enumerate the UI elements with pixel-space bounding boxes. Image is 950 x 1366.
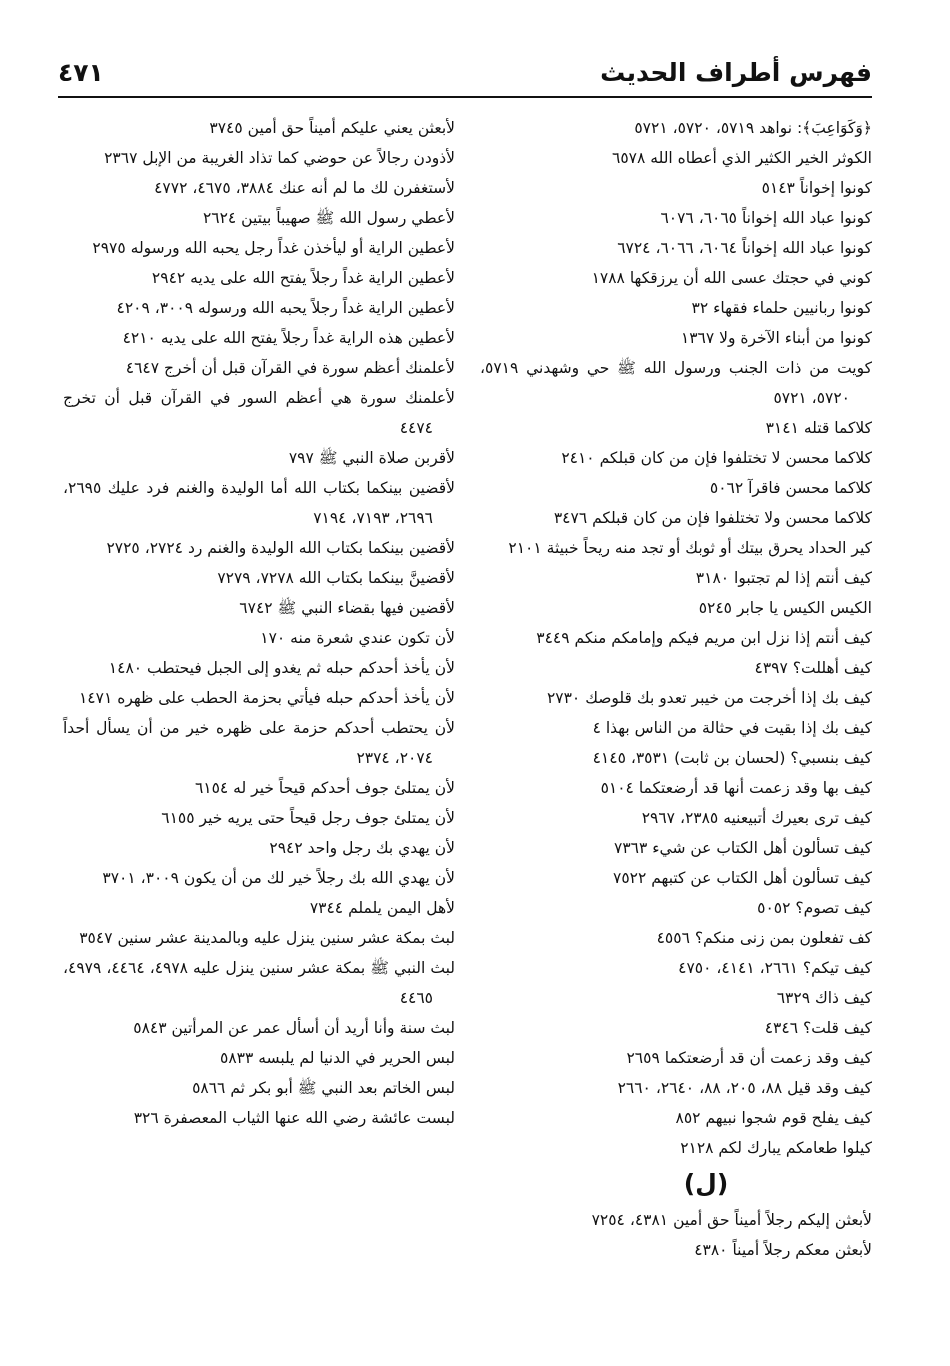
index-entry: كيف وقد زعمت أن قد أرضعتكما ٢٦٥٩ — [626, 1049, 872, 1067]
index-entry: لأن يمتلئ جوف أحدكم قيحاً خير له ٦١٥٤ — [194, 779, 455, 797]
index-entry: كيف ترى بعيرك أتبيعنيه ٢٣٨٥، ٢٩٦٧ — [641, 809, 872, 827]
index-entry: لأبعثن معكم رجلاً أميناً ٤٣٨٠ — [694, 1241, 872, 1259]
index-entry: لأبعثن يعني عليكم أميناً حق أمين ٣٧٤٥ — [209, 119, 455, 137]
index-entry: لأقضين بينكما بكتاب الله أما الوليدة والغنم فرد عليك ٢٦٩٥، ٢٦٩٦، ٧١٩٣، ٧١٩٤ — [63, 479, 455, 527]
page-number: ٤٧١ — [58, 58, 104, 87]
entries-list — [63, 113, 455, 1133]
index-entry: كلاكما محسن فاقرآ ٥٠٦٢ — [709, 479, 872, 497]
index-entry: الكوثر الخير الكثير الذي أعطاه الله ٦٥٧٨ — [612, 149, 872, 167]
index-entry: كيف ذاك ٦٣٢٩ — [776, 989, 872, 1007]
index-entry: كير الحداد يحرق بيتك أو ثوبك أو تجد منه ريحاً خبيثة ٢١٠١ — [508, 539, 872, 557]
index-entry: كيف قلت؟ ٤٣٤٦ — [764, 1019, 872, 1037]
index-entry: لأعطين الراية غداً رجلاً يفتح الله على يديه ٢٩٤٢ — [151, 269, 455, 287]
index-entry: كيف يفلح قوم شجوا نبيهم ٨٥٢ — [675, 1109, 872, 1127]
running-title: فهرس أطراف الحديث — [600, 58, 872, 87]
index-entry: كونوا عباد الله إخواناً ٦٠٦٥، ٦٠٧٦ — [660, 209, 872, 227]
index-entry: لأعلمنك سورة هي أعظم السور في القرآن قبل أن تخرج ٤٤٧٤ — [63, 389, 455, 437]
index-entry: كيف تسألون أهل الكتاب عن شيء ٧٣٦٣ — [614, 839, 872, 857]
index-entry: لبث سنة وأنا أريد أن أسأل عمر عن المرأتين ٥٨٤٣ — [133, 1019, 455, 1037]
index-entry: كيلوا طعامكم يبارك لكم ٢١٢٨ — [680, 1139, 872, 1157]
index-column-left — [63, 113, 455, 1133]
index-entry: لأعلمنك أعظم سورة في القرآن قبل أن أخرج ٤٦٤٧ — [125, 359, 455, 377]
index-entry: كونوا عباد الله إخواناً ٦٠٦٤، ٦٠٦٦، ٦٧٢٤ — [617, 239, 872, 257]
index-entry: لأقضين فيها بقضاء النبي ﷺ ٦٧٤٢ — [239, 599, 455, 617]
index-entry: لأعطي رسول الله ﷺ صهيباً بيتين ٢٦٢٤ — [202, 209, 455, 227]
index-entry: لبس الخاتم بعد النبي ﷺ أبو بكر ثم ٥٨٦٦ — [192, 1079, 455, 1097]
index-entry: لأقضين بينكما بكتاب الله الوليدة والغنم رد ٢٧٢٤، ٢٧٢٥ — [106, 539, 455, 557]
index-entry: لبث بمكة عشر سنين ينزل عليه وبالمدينة عشر سنين ٣٥٤٧ — [79, 929, 455, 947]
page-header — [58, 52, 872, 98]
index-entry: كيف أهللت؟ ٤٣٩٧ — [754, 659, 872, 677]
index-column-right — [480, 113, 872, 1265]
entries-list-before-section — [480, 113, 872, 1163]
index-entry: كيف تصوم؟ ٥٠٥٢ — [757, 899, 872, 917]
index-entry: لأعطين الراية غداً رجلاً يحبه الله ورسوله ٣٠٠٩، ٤٢٠٩ — [116, 299, 455, 317]
index-entry: لبس الحرير في الدنيا لم يلبسه ٥٨٣٣ — [220, 1049, 455, 1067]
index-entry: لأن يهدي بك رجل واحد ٢٩٤٢ — [269, 839, 455, 857]
index-entry: لأن يمتلئ جوف رجل قيحاً حتى يريه خير ٦١٥٥ — [161, 809, 455, 827]
index-entry: كيف بك إذا أخرجت من خيبر تعدو بك قلوصك ٢٧٣٠ — [546, 689, 872, 707]
index-entry: كيف تسألون أهل الكتاب عن كتبهم ٧٥٢٢ — [613, 869, 872, 887]
index-entry: لبست عائشة رضي الله عنها الثياب المعصفرة ٣٢٦ — [133, 1109, 455, 1127]
index-entry: كف تفعلون بمن زنى منكم؟ ٤٥٥٦ — [656, 929, 872, 947]
index-entry: لأقضينَّ بينكما بكتاب الله ٧٢٧٨، ٧٢٧٩ — [217, 569, 455, 587]
index-entry: لبث النبي ﷺ بمكة عشر سنين ينزل عليه ٤٩٧٨، ٤٤٦٤، ٤٩٧٩، ٤٤٦٥ — [63, 959, 455, 1007]
index-entry: كونوا من أبناء الآخرة ولا ١٣٦٧ — [680, 329, 872, 347]
index-entry: لأقربن صلاة النبي ﷺ ٧٩٧ — [288, 449, 455, 467]
index-entry: كيف أنتم إذا لم تجتبوا ٣١٨٠ — [695, 569, 872, 587]
index-entry: لأعطين الراية أو ليأخذن غداً رجل يحبه الله ورسوله ٢٩٧٥ — [92, 239, 455, 257]
index-entry: كويت من ذات الجنب ورسول الله ﷺ حي وشهدني ٥٧١٩، ٥٧٢٠، ٥٧٢١ — [480, 359, 872, 407]
index-entry: كلاكما قتله ٣١٤١ — [765, 419, 872, 437]
index-entry: لأستغفرن لك ما لم أنه عنك ٣٨٨٤، ٤٦٧٥، ٤٧٧٢ — [154, 179, 455, 197]
index-entry: لأن تكون عندي شعرة منه ١٧٠ — [260, 629, 455, 647]
entries-list-after-section — [480, 1205, 872, 1265]
index-entry: ﴿وَكَوَاعِبَ﴾: نواهد ٥٧١٩، ٥٧٢٠، ٥٧٢١ — [634, 119, 872, 137]
index-entry: كلاكما محسن لا تختلفوا فإن من كان قبلكم ٢٤١٠ — [561, 449, 872, 467]
index-entry: كوني في حجتك عسى الله أن يرزقكها ١٧٨٨ — [591, 269, 872, 287]
section-letter-lam: (ل) — [683, 1169, 729, 1198]
index-entry: لأن يحتطب أحدكم حزمة على ظهره خير من أن يسأل أحداً ٢٠٧٤، ٢٣٧٤ — [63, 719, 455, 767]
index-entry: كيف تيكم؟ ٢٦٦١، ٤١٤١، ٤٧٥٠ — [678, 959, 872, 977]
index-entry: لأعطين هذه الراية غداً رجلاً يفتح الله على يديه ٤٢١٠ — [122, 329, 455, 347]
index-entry: كونوا ربانيين حلماء فقهاء ٣٢ — [691, 299, 872, 317]
index-entry: كيف أنتم إذا نزل ابن مريم فيكم وإمامكم منكم ٣٤٤٩ — [536, 629, 872, 647]
index-entry: كيف بنسبي؟ (لحسان بن ثابت) ٣٥٣١، ٤١٤٥ — [592, 749, 872, 767]
index-entry: كونوا إخواناً ٥١٤٣ — [761, 179, 872, 197]
index-entry: لأن يأخذ أحدكم حبله ثم يغدو إلى الجبل فيحتطب ١٤٨٠ — [108, 659, 455, 677]
index-entry: الكيس الكيس يا جابر ٥٢٤٥ — [698, 599, 872, 617]
index-entry: لأهل اليمن يلملم ٧٣٤٤ — [309, 899, 455, 917]
index-entry: لأبعثن إليكم رجلاً أميناً حق أمين ٤٣٨١، ٧٢٥٤ — [591, 1211, 872, 1229]
index-entry: لأن يأخذ أحدكم حبله فيأتي بحزمة الحطب على ظهره ١٤٧١ — [78, 689, 455, 707]
index-entry: كيف بها وقد زعمت أنها قد أرضعتكما ٥١٠٤ — [600, 779, 872, 797]
index-entry: لأذودن رجالاً عن حوضي كما تذاد الغريبة من الإبل ٢٣٦٧ — [104, 149, 455, 167]
index-entry: كيف وقد قيل ٨٨، ٢٠٥، ٨٨، ٢٦٤٠، ٢٦٦٠ — [617, 1079, 872, 1097]
index-entry: لأن يهدي الله بك رجلاً خير لك من أن يكون ٣٠٠٩، ٣٧٠١ — [102, 869, 455, 887]
index-entry: كيف بك إذا بقيت في حثالة من الناس بهذا ٤ — [592, 719, 872, 737]
index-entry: كلاكما محسن ولا تختلفوا فإن من كان قبلكم ٣٤٧٦ — [553, 509, 872, 527]
